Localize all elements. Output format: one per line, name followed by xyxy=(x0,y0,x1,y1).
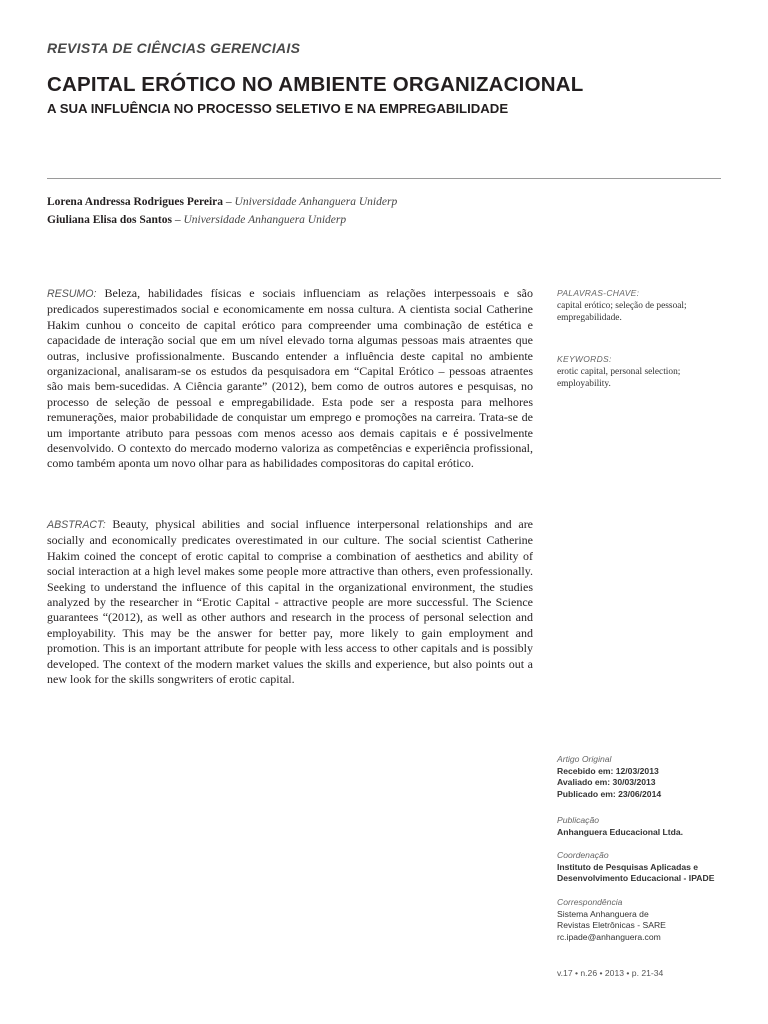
abstract-label: ABSTRACT: xyxy=(47,519,106,531)
keywords-pt xyxy=(557,287,727,325)
author-affiliation: Universidade Anhanguera Uniderp xyxy=(183,214,347,226)
publication-label: Publicação xyxy=(557,815,600,825)
divider xyxy=(47,178,721,179)
article-title: CAPITAL ERÓTICO NO AMBIENTE ORGANIZACIONAL xyxy=(47,73,584,96)
keywords-en-text: erotic capital, personal selection; employability. xyxy=(557,366,681,389)
article-info xyxy=(557,754,747,800)
keywords-pt-text: capital erótico; seleção de pessoal; empregabilidade. xyxy=(557,300,687,323)
coordination-info xyxy=(557,850,747,885)
author-name: Lorena Andressa Rodrigues Pereira xyxy=(47,196,224,208)
keywords-pt-label: PALAVRAS-CHAVE: xyxy=(557,288,640,298)
publication-value: Anhanguera Educacional Ltda. xyxy=(557,826,684,837)
abstract-text: Beauty, physical abilities and social influence interpersonal relationships and are socially and economically predicates overestimated in our culture. The social scientist Catherine Hakim coined the concept of erotic capital to comprise a combination of aesthetics and ability of social interaction at a high level makes some people more attractive than others, even professionally. Seeking to understand the influence of this capital in the organizational environment, the studies analyzed by the researcher in “Erotic Capital - attractive people are more successful. The Science guarantees “(2012), as well as other authors and research in the process of personal selection and employability. This may be the answer for better pay, more likely to gain employment and promotion. This is an important attribute for people with less access to other capitals and is possibly developed. The context of the modern market values the skills and experience, but also points out a new look for the skills songwriters of erotic capital. xyxy=(47,517,534,687)
author-separator: – xyxy=(223,196,235,208)
resumo-block xyxy=(47,286,533,472)
correspondence-line2: Revistas Eletrônicas - SARE xyxy=(557,920,666,931)
author-affiliation: Universidade Anhanguera Uniderp xyxy=(234,196,398,208)
article-subtitle: A SUA INFLUÊNCIA NO PROCESSO SELETIVO E NA EMPREGABILIDADE xyxy=(47,101,509,116)
keywords-en xyxy=(557,353,727,391)
abstract-block xyxy=(47,517,533,687)
received-date: Recebido em: 12/03/2013 xyxy=(557,765,659,776)
correspondence-email: rc.ipade@anhanguera.com xyxy=(557,931,661,942)
coordination-line2: Desenvolvimento Educacional - IPADE xyxy=(557,873,715,884)
coordination-line1: Instituto de Pesquisas Aplicadas e xyxy=(557,861,699,872)
author-line xyxy=(47,193,397,211)
article-type-label: Artigo Original xyxy=(557,754,612,764)
resumo-label: RESUMO: xyxy=(47,288,97,300)
correspondence-line1: Sistema Anhanguera de xyxy=(557,908,649,919)
author-list xyxy=(47,193,397,229)
resumo-text: Beleza, habilidades físicas e sociais influenciam as relações interpessoais e são predicados superestimados social e economicamente em nossa cultura. A cientista social Catherine Hakim cunhou o conceito de capital erótico para compreender uma combinação de estética e capacidade de interação social que em um nível elevado torna algumas pessoas mais atraentes que outras, inclusive profissionalmente. Buscando entender a influência deste capital no ambiente organizacional, analisaram-se os estudos da pesquisadora em “Capital Erótico – pessoas atraentes são mais bem-sucedidas. A Ciência garante” (2012), bem como de outros autores e pesquisas, no processo de seleção de pessoal e empregabilidade. Esta pode ser a resposta para melhores remunerações, maior probabilidade de conquistar um emprego e promoções na carreira. Trata-se de um importante atributo para pessoas com menos acesso aos demais capitais e é possivelmente desenvolvido. O contexto do mercado moderno valoriza as competências e experiência profissional, como também aponta um novo olhar para as habilidades compositoras do capital erótico. xyxy=(47,286,534,471)
evaluated-date: Avaliado em: 30/03/2013 xyxy=(557,777,656,788)
author-separator: – xyxy=(171,214,184,226)
correspondence-label: Correspondência xyxy=(557,897,623,907)
published-date: Publicado em: 23/06/2014 xyxy=(557,788,662,799)
coordination-label: Coordenação xyxy=(557,850,609,860)
author-line xyxy=(47,211,397,229)
publication-info xyxy=(557,815,747,838)
citation-footer: v.17 • n.26 • 2013 • p. 21-34 xyxy=(557,968,664,978)
correspondence-info xyxy=(557,897,747,943)
author-name: Giuliana Elisa dos Santos xyxy=(47,214,172,226)
keywords-en-label: KEYWORDS: xyxy=(557,354,612,364)
journal-name: REVISTA DE CIÊNCIAS GERENCIAIS xyxy=(47,40,301,56)
